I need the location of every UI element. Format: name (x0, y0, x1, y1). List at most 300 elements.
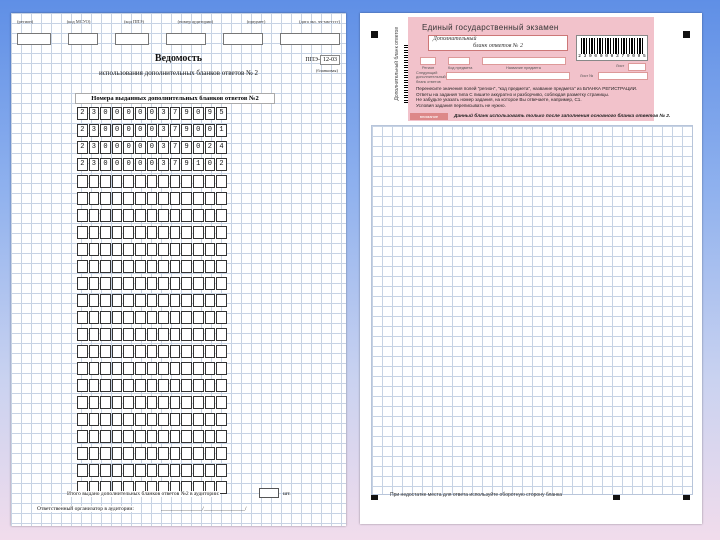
digit-cell[interactable] (123, 328, 134, 341)
digit-cell[interactable] (100, 413, 111, 426)
digit-cell[interactable] (123, 243, 134, 256)
digit-cell[interactable]: 2 (77, 124, 88, 137)
digit-cell[interactable] (123, 345, 134, 358)
digit-cell[interactable]: 7 (170, 141, 181, 154)
digit-cell[interactable] (170, 175, 181, 188)
digit-cell[interactable] (123, 464, 134, 477)
next-sheet-field[interactable] (446, 72, 570, 80)
digit-cell[interactable] (216, 311, 227, 324)
digit-cell[interactable] (181, 294, 192, 307)
digit-cell[interactable] (123, 209, 134, 222)
digit-cell[interactable]: 2 (216, 158, 227, 171)
digit-cell[interactable]: 5 (216, 107, 227, 120)
digit-cell[interactable]: 0 (135, 158, 146, 171)
digit-cell[interactable]: 2 (77, 141, 88, 154)
digit-cell[interactable]: 9 (205, 107, 216, 120)
digit-cell[interactable] (193, 430, 204, 443)
digit-cell[interactable] (181, 226, 192, 239)
digit-cell[interactable] (216, 277, 227, 290)
digit-cell[interactable] (205, 175, 216, 188)
digit-cell[interactable] (158, 192, 169, 205)
digit-cell[interactable] (205, 192, 216, 205)
digit-cell[interactable] (147, 277, 158, 290)
answer-area[interactable] (371, 125, 693, 495)
digit-cell[interactable] (205, 447, 216, 460)
digit-cell[interactable]: 3 (158, 158, 169, 171)
digit-cell[interactable] (89, 362, 100, 375)
digit-cell[interactable] (147, 209, 158, 222)
digit-cell[interactable] (123, 362, 134, 375)
digit-cell[interactable] (89, 430, 100, 443)
digit-cell[interactable] (100, 311, 111, 324)
ppe-field[interactable] (115, 33, 149, 45)
digit-cell[interactable] (147, 328, 158, 341)
organizer-signature-line[interactable]: _______________/_______________/ (161, 506, 247, 512)
digit-cell[interactable] (112, 328, 123, 341)
digit-cell[interactable] (205, 209, 216, 222)
region-field[interactable] (17, 33, 51, 45)
digit-cell[interactable] (77, 379, 88, 392)
digit-cell[interactable] (193, 192, 204, 205)
digit-cell[interactable] (158, 447, 169, 460)
digit-cell[interactable] (216, 345, 227, 358)
digit-cell[interactable] (216, 396, 227, 409)
digit-cell[interactable]: 9 (181, 124, 192, 137)
digit-cell[interactable] (205, 464, 216, 477)
digit-cell[interactable]: 2 (77, 107, 88, 120)
digit-cell[interactable]: 0 (147, 158, 158, 171)
digit-cell[interactable] (205, 311, 216, 324)
digit-cell[interactable] (77, 413, 88, 426)
digit-cell[interactable] (100, 175, 111, 188)
digit-cell[interactable] (170, 294, 181, 307)
digit-cell[interactable] (181, 345, 192, 358)
digit-cell[interactable] (77, 396, 88, 409)
digit-cell[interactable] (112, 345, 123, 358)
digit-cell[interactable] (181, 175, 192, 188)
digit-cell[interactable]: 0 (193, 107, 204, 120)
digit-cell[interactable] (147, 175, 158, 188)
digit-cell[interactable] (216, 328, 227, 341)
digit-cell[interactable] (100, 277, 111, 290)
digit-cell[interactable] (112, 447, 123, 460)
digit-cell[interactable] (205, 260, 216, 273)
digit-cell[interactable] (100, 447, 111, 460)
digit-cell[interactable] (181, 447, 192, 460)
digit-cell[interactable] (216, 413, 227, 426)
digit-cell[interactable] (89, 209, 100, 222)
digit-cell[interactable] (100, 396, 111, 409)
digit-cell[interactable] (100, 260, 111, 273)
digit-cell[interactable] (112, 379, 123, 392)
digit-cell[interactable] (158, 430, 169, 443)
digit-cell[interactable] (135, 328, 146, 341)
digit-cell[interactable]: 0 (112, 124, 123, 137)
digit-cell[interactable] (193, 345, 204, 358)
digit-cell[interactable] (89, 447, 100, 460)
digit-cell[interactable]: 9 (181, 107, 192, 120)
digit-cell[interactable] (77, 175, 88, 188)
digit-cell[interactable] (100, 209, 111, 222)
digit-cell[interactable] (147, 396, 158, 409)
digit-cell[interactable] (77, 362, 88, 375)
digit-cell[interactable] (123, 294, 134, 307)
digit-cell[interactable] (158, 277, 169, 290)
digit-cell[interactable]: 9 (181, 158, 192, 171)
digit-cell[interactable] (89, 379, 100, 392)
digit-cell[interactable] (89, 311, 100, 324)
digit-cell[interactable] (112, 311, 123, 324)
region-field[interactable] (420, 57, 436, 65)
digit-cell[interactable]: 0 (100, 107, 111, 120)
digit-cell[interactable] (205, 243, 216, 256)
digit-cell[interactable] (205, 294, 216, 307)
digit-cell[interactable] (181, 260, 192, 273)
digit-cell[interactable] (170, 260, 181, 273)
total-field[interactable] (259, 488, 279, 498)
digit-cell[interactable] (123, 447, 134, 460)
digit-cell[interactable] (181, 243, 192, 256)
digit-cell[interactable]: 0 (193, 124, 204, 137)
digit-cell[interactable]: 3 (89, 107, 100, 120)
digit-cell[interactable] (170, 209, 181, 222)
digit-cell[interactable] (216, 430, 227, 443)
digit-cell[interactable] (100, 464, 111, 477)
digit-cell[interactable] (216, 294, 227, 307)
digit-cell[interactable] (170, 430, 181, 443)
digit-cell[interactable]: 0 (123, 124, 134, 137)
digit-cell[interactable] (193, 464, 204, 477)
digit-cell[interactable] (205, 226, 216, 239)
digit-cell[interactable] (158, 379, 169, 392)
digit-cell[interactable] (158, 396, 169, 409)
digit-cell[interactable] (123, 175, 134, 188)
digit-cell[interactable] (216, 192, 227, 205)
digit-cell[interactable] (112, 277, 123, 290)
digit-cell[interactable] (170, 396, 181, 409)
digit-cell[interactable] (158, 328, 169, 341)
digit-cell[interactable] (193, 226, 204, 239)
digit-cell[interactable] (193, 447, 204, 460)
digit-cell[interactable] (193, 243, 204, 256)
digit-cell[interactable] (112, 294, 123, 307)
digit-cell[interactable] (147, 379, 158, 392)
digit-cell[interactable] (193, 379, 204, 392)
digit-cell[interactable] (147, 260, 158, 273)
digit-cell[interactable]: 0 (123, 141, 134, 154)
digit-cell[interactable] (100, 294, 111, 307)
digit-cell[interactable] (170, 226, 181, 239)
digit-cell[interactable] (112, 260, 123, 273)
digit-cell[interactable] (147, 243, 158, 256)
digit-cell[interactable] (147, 192, 158, 205)
digit-cell[interactable]: 0 (112, 107, 123, 120)
digit-cell[interactable] (77, 294, 88, 307)
digit-cell[interactable] (205, 345, 216, 358)
digit-cell[interactable] (216, 362, 227, 375)
digit-cell[interactable]: 2 (205, 141, 216, 154)
digit-cell[interactable]: 1 (193, 158, 204, 171)
digit-cell[interactable] (89, 243, 100, 256)
digit-cell[interactable] (158, 464, 169, 477)
digit-cell[interactable] (193, 362, 204, 375)
digit-cell[interactable] (170, 243, 181, 256)
digit-cell[interactable] (181, 379, 192, 392)
digit-cell[interactable] (181, 430, 192, 443)
digit-cell[interactable] (123, 311, 134, 324)
digit-cell[interactable] (112, 175, 123, 188)
digit-cell[interactable] (100, 226, 111, 239)
digit-cell[interactable]: 0 (100, 124, 111, 137)
digit-cell[interactable] (170, 464, 181, 477)
digit-cell[interactable] (170, 311, 181, 324)
digit-cell[interactable]: 0 (123, 158, 134, 171)
digit-cell[interactable] (205, 413, 216, 426)
digit-cell[interactable] (147, 311, 158, 324)
digit-cell[interactable]: 0 (147, 107, 158, 120)
digit-cell[interactable] (181, 464, 192, 477)
digit-cell[interactable] (135, 464, 146, 477)
digit-cell[interactable] (123, 277, 134, 290)
digit-cell[interactable] (170, 345, 181, 358)
digit-cell[interactable] (112, 413, 123, 426)
digit-cell[interactable] (205, 379, 216, 392)
digit-cell[interactable] (77, 447, 88, 460)
digit-cell[interactable] (89, 226, 100, 239)
digit-cell[interactable] (123, 192, 134, 205)
digit-cell[interactable] (205, 277, 216, 290)
digit-cell[interactable] (112, 243, 123, 256)
digit-cell[interactable] (135, 430, 146, 443)
digit-cell[interactable] (181, 277, 192, 290)
digit-cell[interactable] (100, 243, 111, 256)
digit-cell[interactable] (181, 362, 192, 375)
date-field[interactable] (280, 33, 340, 45)
digit-cell[interactable] (123, 413, 134, 426)
digit-cell[interactable] (170, 413, 181, 426)
digit-cell[interactable] (135, 345, 146, 358)
digit-cell[interactable] (77, 260, 88, 273)
digit-cell[interactable] (181, 396, 192, 409)
digit-cell[interactable]: 0 (205, 124, 216, 137)
digit-cell[interactable] (158, 209, 169, 222)
digit-cell[interactable] (158, 413, 169, 426)
digit-cell[interactable] (77, 311, 88, 324)
digit-cell[interactable] (135, 175, 146, 188)
digit-cell[interactable]: 0 (193, 141, 204, 154)
digit-cell[interactable] (89, 175, 100, 188)
digit-cell[interactable]: 3 (89, 158, 100, 171)
digit-cell[interactable]: 0 (135, 107, 146, 120)
digit-cell[interactable] (89, 396, 100, 409)
digit-cell[interactable] (112, 464, 123, 477)
digit-cell[interactable] (181, 192, 192, 205)
digit-cell[interactable]: 3 (158, 124, 169, 137)
digit-cell[interactable] (100, 192, 111, 205)
digit-cell[interactable] (135, 362, 146, 375)
digit-cell[interactable] (193, 294, 204, 307)
digit-cell[interactable]: 0 (205, 158, 216, 171)
digit-cell[interactable]: 7 (170, 158, 181, 171)
digit-cell[interactable] (135, 209, 146, 222)
room-field[interactable] (166, 33, 206, 45)
digit-cell[interactable] (77, 226, 88, 239)
digit-cell[interactable] (112, 226, 123, 239)
digit-cell[interactable] (193, 277, 204, 290)
digit-cell[interactable] (216, 175, 227, 188)
digit-cell[interactable] (181, 311, 192, 324)
digit-cell[interactable] (89, 328, 100, 341)
digit-cell[interactable] (135, 447, 146, 460)
digit-cell[interactable] (181, 413, 192, 426)
digit-cell[interactable] (193, 328, 204, 341)
digit-cell[interactable] (170, 328, 181, 341)
digit-cell[interactable] (147, 447, 158, 460)
digit-cell[interactable] (135, 396, 146, 409)
digit-cell[interactable] (158, 243, 169, 256)
digit-cell[interactable]: 7 (170, 107, 181, 120)
digit-cell[interactable] (216, 226, 227, 239)
digit-cell[interactable] (112, 362, 123, 375)
digit-cell[interactable]: 1 (216, 124, 227, 137)
digit-cell[interactable]: 0 (135, 124, 146, 137)
digit-cell[interactable] (100, 379, 111, 392)
digit-cell[interactable]: 0 (100, 141, 111, 154)
digit-cell[interactable] (77, 209, 88, 222)
digit-cell[interactable] (170, 277, 181, 290)
digit-cell[interactable] (112, 192, 123, 205)
digit-cell[interactable] (89, 277, 100, 290)
digit-cell[interactable] (158, 294, 169, 307)
digit-cell[interactable] (89, 464, 100, 477)
digit-cell[interactable] (147, 464, 158, 477)
digit-cell[interactable] (193, 260, 204, 273)
subject-field[interactable] (223, 33, 263, 45)
digit-cell[interactable] (216, 243, 227, 256)
digit-cell[interactable] (147, 294, 158, 307)
digit-cell[interactable] (135, 413, 146, 426)
digit-cell[interactable] (135, 379, 146, 392)
digit-cell[interactable]: 3 (158, 107, 169, 120)
digit-cell[interactable]: 3 (158, 141, 169, 154)
digit-cell[interactable] (193, 209, 204, 222)
digit-cell[interactable] (135, 294, 146, 307)
digit-cell[interactable]: 7 (170, 124, 181, 137)
digit-cell[interactable] (135, 226, 146, 239)
digit-cell[interactable] (216, 260, 227, 273)
subject-code-field[interactable] (448, 57, 470, 65)
page-field[interactable] (628, 63, 646, 71)
digit-cell[interactable] (100, 430, 111, 443)
digit-cell[interactable] (135, 243, 146, 256)
digit-cell[interactable] (158, 226, 169, 239)
msuo-field[interactable] (68, 33, 98, 45)
digit-cell[interactable] (205, 362, 216, 375)
digit-cell[interactable] (135, 311, 146, 324)
digit-cell[interactable] (77, 192, 88, 205)
digit-cell[interactable]: 0 (135, 141, 146, 154)
digit-cell[interactable]: 0 (112, 141, 123, 154)
digit-cell[interactable] (89, 260, 100, 273)
digit-cell[interactable]: 4 (216, 141, 227, 154)
digit-cell[interactable] (170, 192, 181, 205)
digit-cell[interactable] (89, 413, 100, 426)
digit-cell[interactable]: 2 (77, 158, 88, 171)
digit-cell[interactable] (135, 192, 146, 205)
digit-cell[interactable]: 0 (147, 124, 158, 137)
digit-cell[interactable] (89, 192, 100, 205)
digit-cell[interactable] (112, 430, 123, 443)
digit-cell[interactable] (123, 226, 134, 239)
digit-cell[interactable] (181, 328, 192, 341)
digit-cell[interactable] (123, 260, 134, 273)
digit-cell[interactable] (77, 277, 88, 290)
digit-cell[interactable] (77, 328, 88, 341)
digit-cell[interactable] (77, 345, 88, 358)
digit-cell[interactable] (100, 362, 111, 375)
digit-cell[interactable]: 9 (181, 141, 192, 154)
digit-cell[interactable] (100, 328, 111, 341)
digit-cell[interactable] (89, 345, 100, 358)
digit-cell[interactable] (216, 464, 227, 477)
digit-cell[interactable] (77, 464, 88, 477)
digit-cell[interactable] (112, 209, 123, 222)
digit-cell[interactable]: 0 (147, 141, 158, 154)
digit-cell[interactable] (205, 430, 216, 443)
digit-cell[interactable] (112, 396, 123, 409)
digit-cell[interactable] (100, 345, 111, 358)
digit-cell[interactable] (205, 328, 216, 341)
digit-cell[interactable] (170, 379, 181, 392)
digit-cell[interactable]: 0 (100, 158, 111, 171)
digit-cell[interactable] (170, 447, 181, 460)
digit-cell[interactable] (193, 396, 204, 409)
digit-cell[interactable] (147, 413, 158, 426)
digit-cell[interactable] (193, 175, 204, 188)
digit-cell[interactable] (181, 209, 192, 222)
digit-cell[interactable] (147, 430, 158, 443)
digit-cell[interactable] (158, 260, 169, 273)
digit-cell[interactable]: 3 (89, 124, 100, 137)
digit-cell[interactable] (193, 311, 204, 324)
digit-cell[interactable]: 3 (89, 141, 100, 154)
digit-cell[interactable] (193, 413, 204, 426)
digit-cell[interactable] (123, 430, 134, 443)
digit-cell[interactable] (170, 362, 181, 375)
digit-cell[interactable] (158, 362, 169, 375)
digit-cell[interactable]: 0 (123, 107, 134, 120)
digit-cell[interactable] (216, 209, 227, 222)
digit-cell[interactable] (123, 396, 134, 409)
digit-cell[interactable] (123, 379, 134, 392)
digit-cell[interactable] (205, 396, 216, 409)
digit-cell[interactable] (135, 260, 146, 273)
digit-cell[interactable] (216, 379, 227, 392)
digit-cell[interactable] (158, 311, 169, 324)
digit-cell[interactable] (147, 345, 158, 358)
digit-cell[interactable] (135, 277, 146, 290)
digit-cell[interactable] (158, 175, 169, 188)
subject-name-field[interactable] (482, 57, 566, 65)
digit-cell[interactable] (216, 447, 227, 460)
sheet-no-field[interactable] (598, 72, 648, 80)
digit-cell[interactable] (147, 226, 158, 239)
digit-cell[interactable]: 0 (112, 158, 123, 171)
digit-cell[interactable] (77, 243, 88, 256)
digit-cell[interactable] (158, 345, 169, 358)
digit-cell[interactable] (89, 294, 100, 307)
digit-cell[interactable] (77, 430, 88, 443)
